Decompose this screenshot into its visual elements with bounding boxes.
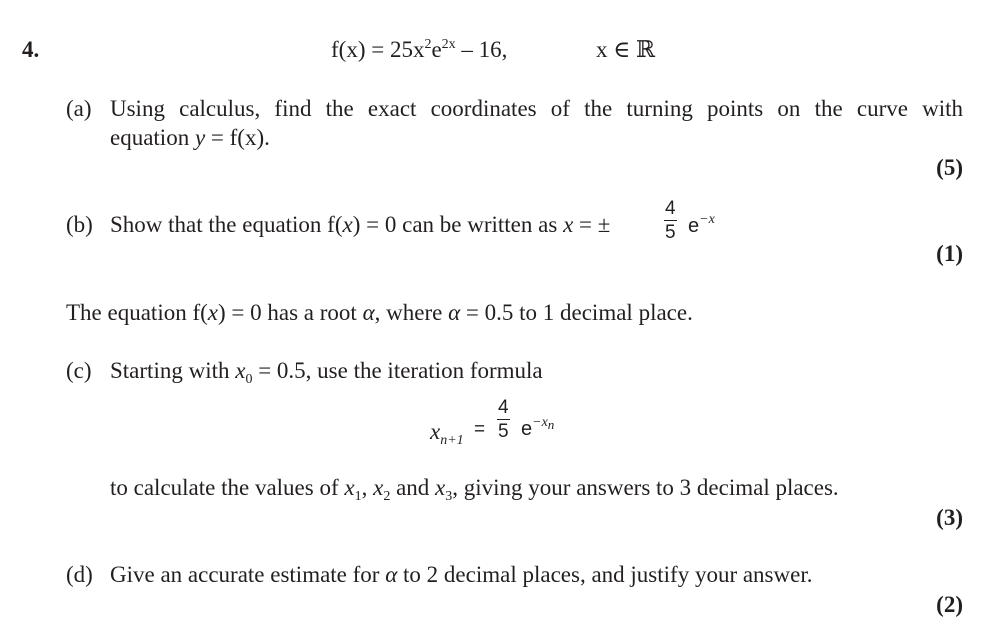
question-number: 4. <box>22 37 40 62</box>
part-d-marks: (2) <box>936 592 963 617</box>
part-c-x1: x <box>344 475 355 500</box>
part-c-label: (c) <box>66 358 92 383</box>
part-a-line1: Using calculus, find the exact coordinates of the turning points on the curve with <box>110 96 963 121</box>
function-exponent-1: 2 <box>424 37 432 52</box>
part-c-comma1: , <box>361 475 374 500</box>
part-b-frac-num: 4 <box>665 198 676 219</box>
iteration-fraction <box>497 398 510 441</box>
part-d-pre: Give an accurate estimate for <box>110 562 386 587</box>
part-a-var-y: y <box>194 125 206 150</box>
iteration-frac-num: 4 <box>498 397 509 418</box>
part-b-var-x: x <box>342 212 353 237</box>
part-b-marks: (1) <box>936 241 963 266</box>
part-d-post: to 2 decimal places, and justify your answer. <box>397 562 813 587</box>
function-exponent-2: 2x <box>441 37 456 52</box>
part-b-eq-sign: = ± <box>573 212 611 237</box>
iteration-frac-den: 5 <box>498 421 509 442</box>
part-b-frac-den: 5 <box>665 222 676 243</box>
part-a-line2-pre: equation <box>110 125 195 150</box>
stem-mid: ) = 0 has a root <box>218 300 363 325</box>
part-d-label: (d) <box>66 562 93 587</box>
part-d-alpha: α <box>385 562 398 587</box>
part-b-eq-lhs: x <box>563 212 574 237</box>
part-c-line2 <box>110 475 839 504</box>
part-c-marks: (3) <box>936 505 963 530</box>
part-d-text <box>110 563 812 586</box>
stem-alpha2: α <box>448 300 461 325</box>
function-definition <box>331 38 507 61</box>
part-b-text-pre: Show that the equation f( <box>110 212 343 237</box>
function-domain: x ∈ ℝ <box>596 37 656 62</box>
part-c-line2-pre: to calculate the values of <box>110 475 345 500</box>
part-c-line1-post: = 0.5, use the iteration formula <box>252 358 543 383</box>
part-a-marks: (5) <box>936 155 963 180</box>
part-b-text <box>110 213 610 236</box>
part-a-line2-post: = f(x). <box>205 125 270 150</box>
part-c-sub3: 3 <box>445 489 453 504</box>
iteration-exp-sub: n <box>547 417 555 432</box>
part-b-text-mid: ) = 0 can be written as <box>352 212 564 237</box>
iteration-equals: = <box>474 419 486 440</box>
stem-var-x: x <box>207 300 218 325</box>
iteration-lhs-x: x <box>430 419 441 444</box>
part-c-sub1: 1 <box>354 489 362 504</box>
stem-text <box>66 301 693 324</box>
part-c-line1 <box>110 358 543 387</box>
part-c-line2-post: , giving your answers to 3 decimal places. <box>452 475 839 500</box>
stem-post: = 0.5 to 1 decimal place. <box>460 300 693 325</box>
part-b-exp: −x <box>699 212 715 227</box>
part-c-and: and <box>390 475 436 500</box>
part-a-label: (a) <box>66 96 92 121</box>
part-b-exponential <box>688 212 715 237</box>
part-c-x3: x <box>435 475 446 500</box>
part-b-fraction <box>664 199 677 242</box>
iteration-lhs <box>430 419 464 448</box>
iteration-lhs-sub: n+1 <box>440 433 464 448</box>
function-lhs: f(x) = 25x <box>331 37 425 62</box>
part-c-var-x: x <box>235 358 246 383</box>
part-c-x2: x <box>373 475 384 500</box>
iteration-exponential <box>521 415 555 440</box>
stem-mid2: , where <box>374 300 449 325</box>
iteration-e: e <box>521 418 533 440</box>
function-e: e <box>431 37 442 62</box>
stem-pre: The equation f( <box>66 300 208 325</box>
function-tail: – 16, <box>455 37 508 62</box>
iteration-exp: −x <box>532 415 548 430</box>
part-b-label: (b) <box>66 212 93 237</box>
part-a-line2 <box>110 126 270 149</box>
part-c-sub0: 0 <box>245 372 253 387</box>
part-b-e: e <box>688 215 700 237</box>
part-c-line1-pre: Starting with <box>110 358 236 383</box>
stem-alpha: α <box>362 300 375 325</box>
part-c-sub2: 2 <box>383 489 391 504</box>
